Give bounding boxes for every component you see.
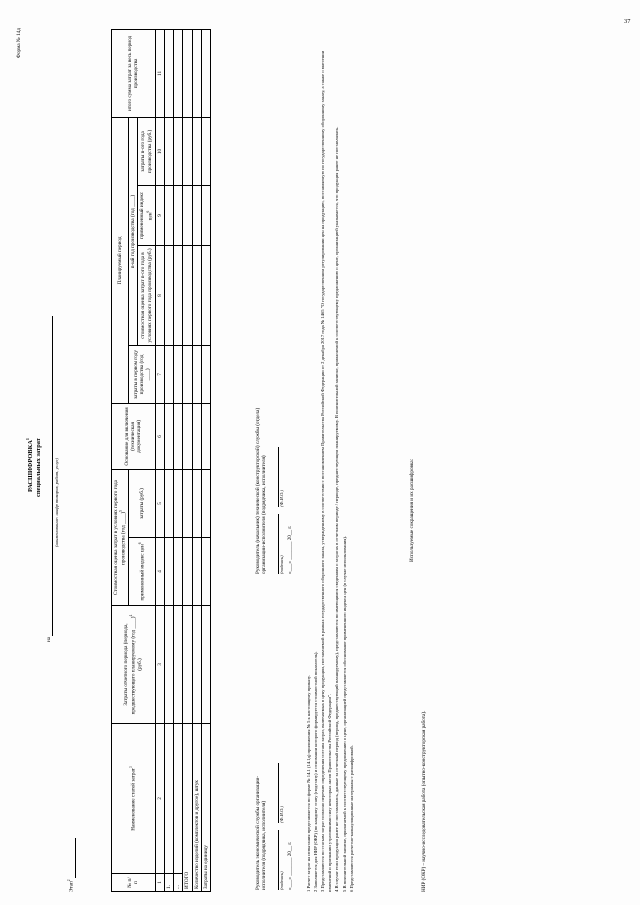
column-numbers-row [155,29,164,891]
footnote-2: 2 Заполняется для НИР (ОКР) (по каждому этапу (подэтапу) и основании которого формируется стоимостной показатель). [313,651,319,892]
abbreviations-text: НИР (ОКР) – научно-исследовательская работа (опытно-конструкторская работа). [421,710,427,892]
total-label: ИТОГО [183,724,192,892]
expense-table [111,29,211,892]
signature-economic-block [255,763,293,890]
header-price-index-mark: 6 [137,542,142,545]
title-text: РАСШИФРОВКА [27,440,35,492]
row-number: 1. [164,874,173,892]
signature-economic-sig-caption: (подпись) [278,871,284,890]
total-row [183,29,192,891]
document-sheet [16,22,617,892]
header-nth-index [138,185,155,245]
signature-technical-line1: Руководитель (начальник) технической (конструкторской) службы (отдела) [255,407,261,574]
document-title [26,438,35,492]
header-nth-index-text: примененный индекс цен [139,191,154,240]
title-footnote-mark: 1 [25,438,30,441]
page-number: 37 [624,18,631,25]
unit-cost-label: Затраты на единицу [201,724,210,892]
signature-economic-fio-caption: (Ф.И.О.) [278,806,284,823]
header-cost-estimate-text: Стоимостная оценка затрат в условиях первого года производства (год ____) [113,480,127,595]
header-report-period-unit: (руб.) [137,658,144,671]
table-row [174,29,183,891]
header-nth-year: n-ый год производства (год ____) [129,117,138,345]
col-num-5: 5 [155,469,164,537]
header-price-index [129,538,155,606]
col-num-6: 6 [155,403,164,469]
etap-blank [69,838,76,878]
signature-economic-line1: Руководитель экономической службы организации- [255,775,261,890]
col-num-11: 11 [155,29,164,117]
header-nth-cost: стоимостная оценка затрат n-ого года в условиях первого года производства (руб.) [138,245,155,345]
signature-technical-sig-blank [271,514,278,574]
footnote-3: 3 Представляются по статьям затрат согласно перечню определения состава затрат, включаемых в цену продукции, поставляемой в рамках государственного оборонного заказа, утвержденному в соответствии с постановлением Правительства Российской Федерации от 2 декабря 2017 года № 1465 "О государственном регулировании цен на продукцию, поставляемую по государственному оборонному заказу, а также о внесении изменений и признании утратившими силу некоторых актов Правительства Российской Федерации". [320,50,333,892]
signature-economic-date: «___» _______ 20__ г. [286,841,293,890]
header-expense-name-text: Наименование статей затрат [131,768,138,831]
table-row [164,29,173,891]
header-cost-estimate-mark: 5 [119,510,124,512]
footnote-5: 5 В пояснительной записке, прилагаемой к соответствующему предложению о цене, организацией представляется обоснование примененного индекса цен (в случае использования). [341,535,347,892]
header-basis: Основание для включения (техническая документация) [112,403,156,469]
signature-technical-block [255,408,293,574]
form-label: Форма № 14д [16,28,22,59]
header-price-index-text: примененный индекс цен [139,544,146,601]
unit-cost-row [201,29,210,891]
header-planned-period: Планируемый период [112,117,129,403]
header-report-period [112,606,156,724]
na-line [46,316,53,642]
header-total-sum: итого сумма затрат за весь период производства [112,29,156,117]
signature-technical-sig-caption: (подпись) [278,555,284,574]
signature-technical-line2: организации-исполнителя (подрядчика, исполнителя) [261,455,268,574]
col-num-8: 8 [155,245,164,345]
header-expense-name-mark: 3 [129,766,134,769]
row-ellipsis: ... [174,874,183,892]
col-num-2: 2 [155,724,164,874]
header-cost-rub: затраты (руб.) [129,469,155,537]
header-no: № п/п [112,874,156,892]
header-expense-name [112,724,156,874]
na-label: на [46,636,52,642]
header-first-year: затраты в первом году производства (год ____) [129,345,155,403]
footnote-4: 4 В случае если продукция ранее не поставлялась, данные за отчетный период (период, предшествующий планируемому), представляются по имеющимся сведениям о затратах в отчетном периоде / периоде, предшествующем планируемому. В пояснительной записке, прилагаемой к соответствующему предложению о цене, организацией указывается, что продукция ранее не поставлялась. [334,126,340,892]
col-num-1: 1 [155,874,164,892]
header-report-period-mark: 4 [129,614,134,617]
signature-technical-date: «___» _______ 20__ г. [286,525,293,574]
signature-technical-fio-blank [271,447,278,507]
etap-label: Этап [68,881,75,892]
signature-economic-line2: исполнителя (подрядчика, исполнителя) [261,800,268,890]
footnote-6: 6 Представляются расчетно-калькуляционные материалы с расшифровкой. [348,745,354,892]
na-blank [46,316,53,636]
signature-economic-fio-blank [271,763,278,823]
header-report-period-text: Затраты отчетного периода (периода, предшествующего планируемому (год ____) [123,616,138,715]
na-caption: (наименование: шифр товаров, работ, услуг) [54,458,59,547]
col-num-4: 4 [155,538,164,606]
footnotes [305,32,355,892]
abbreviations-heading: Используемые сокращения и их расшифровка: [409,458,415,562]
header-nth-spend: затраты n-ого года производства (руб.) [138,117,155,185]
col-num-10: 10 [155,117,164,185]
etap-footnote-mark: 2 [67,879,71,882]
etap-line [67,838,76,892]
document-subtitle: специальных затрат [35,438,42,497]
signature-economic-sig-blank [271,830,278,890]
quantity-label: Количество изделий (комплектов и другое), штук [192,724,201,892]
signature-technical-fio-caption: (Ф.И.О.) [278,490,284,507]
col-num-9: 9 [155,185,164,245]
header-cost-estimate [112,469,129,605]
quantity-row [192,29,201,891]
col-num-7: 7 [155,345,164,403]
col-num-3: 3 [155,606,164,724]
footnote-1: 1 Расчет затрат на испытания представляется по форме № 14.1 (14.1д) приложения № 5 к настоящему приказу. [306,675,311,892]
header-nth-index-mark: 6 [145,210,150,213]
